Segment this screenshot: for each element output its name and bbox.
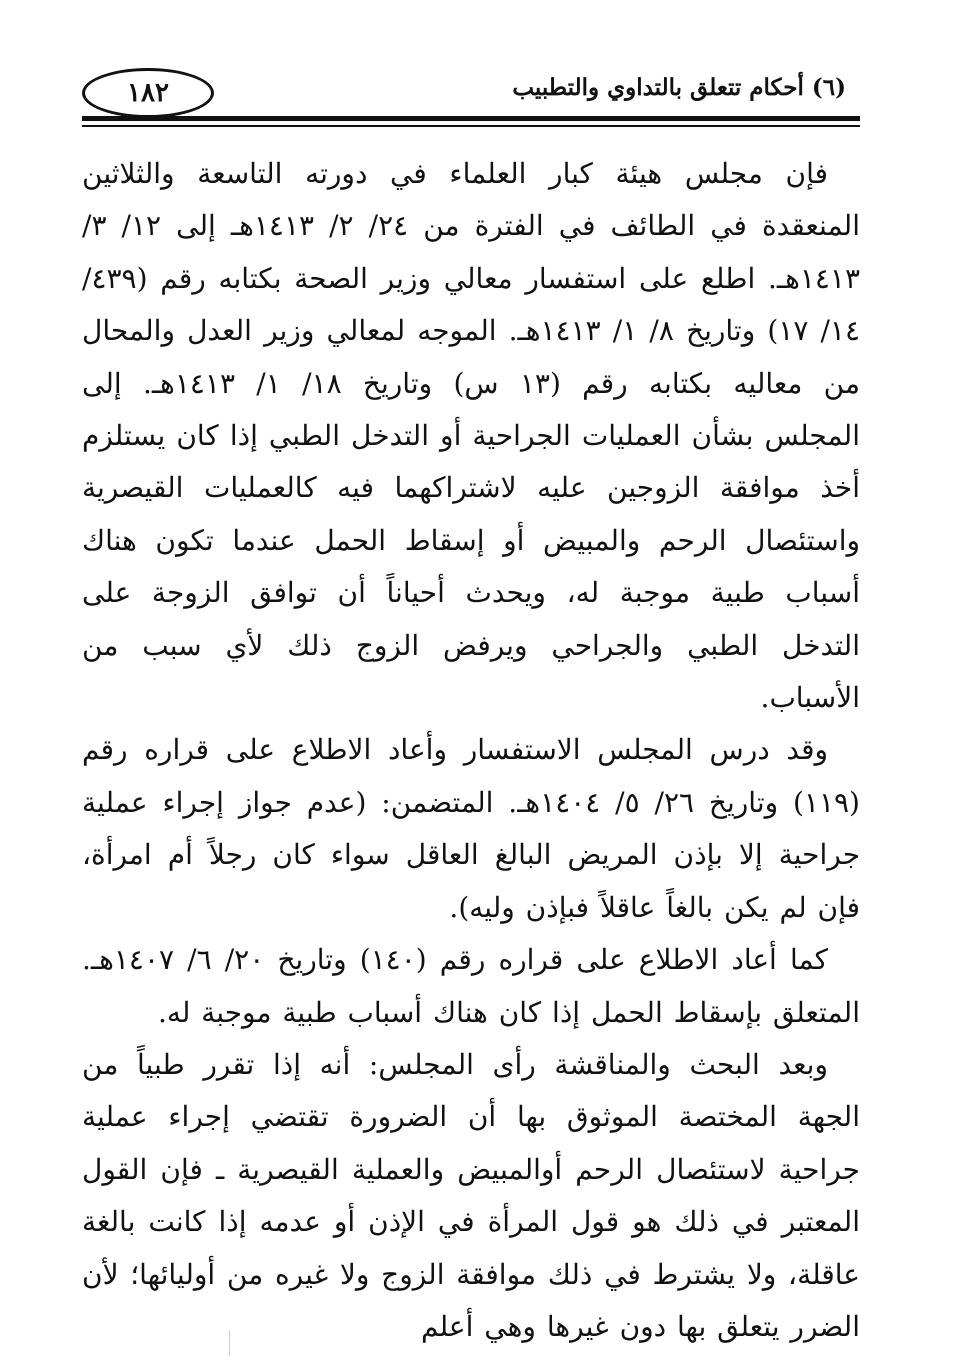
page-number: ١٨٢ xyxy=(82,68,214,118)
paragraph-2: وقد درس المجلس الاستفسار وأعاد الاطلاع على قراره رقم (١١٩) وتاريخ ٢٦/ ٥/ ١٤٠٤هـ. المتضمن: (عدم جواز إجراء عملية جراحية إلا بإذن المريض البالغ العاقل سواء كان رجلاً أم امرأة، فإن لم يكن بالغاً عاقلاً فبإذن وليه). xyxy=(82,733,861,924)
page-header xyxy=(82,52,860,128)
paragraph-4: وبعد البحث والمناقشة رأى المجلس: أنه إذا تقرر طبياً من الجهة المختصة الموثوق بها أن الضرورة تقتضي إجراء عملية جراحية لاستئصال الرحم أوالمبيض والعملية القيصرية ـ فإن القول المعتبر في ذلك هو قول المرأة في الإذن أو عدمه إذا كانت بالغة عاقلة، ولا يشترط في ذلك موافقة الزوج ولا غيره من أوليائها؛ لأن الضرر يتعلق بها دون غيرها وهي أعلم xyxy=(82,1047,860,1343)
body-text xyxy=(82,148,860,1353)
scan-mark xyxy=(229,1330,230,1356)
paragraph-1: فإن مجلس هيئة كبار العلماء في دورته التاسعة والثلاثين المنعقدة في الطائف في الفترة من ٢٤/ ٢/ ١٤١٣هـ إلى ١٢/ ٣/ ١٤١٣هـ. اطلع على استفسار معالي وزير الصحة بكتابه رقم (٤٣٩/ ١٤/ ١٧) وتاريخ ٨/ ١/ ١٤١٣هـ. الموجه لمعالي وزير العدل والمحال من معاليه بكتابه رقم (١٣ س) وتاريخ ١٨/ ١/ ١٤١٣هـ. إلى المجلس بشأن العمليات الجراحية أو التدخل الطبي إذا كان يستلزم أخذ موافقة الزوجين عليه لاشتراكهما فيه كالعمليات القيصرية واستئصال الرحم والمبيض أو إسقاط الحمل عندما تكون هناك أسباب طبية موجبة له، ويحدث أحياناً أن توافق الزوجة على التدخل الطبي والجراحي ويرفض الزوج ذلك لأي سبب من الأسباب. xyxy=(82,157,860,715)
header-rule-thin xyxy=(82,125,860,127)
running-title: (٦) أحكام تتعلق بالتداوي والتطبيب xyxy=(512,74,846,101)
paragraph-3: كما أعاد الاطلاع على قراره رقم (١٤٠) وتاريخ ٢٠/ ٦/ ١٤٠٧هـ. المتعلق بإسقاط الحمل إذا كان هناك أسباب طبية موجبة له. xyxy=(82,943,860,1029)
header-rule-thick xyxy=(82,116,860,121)
